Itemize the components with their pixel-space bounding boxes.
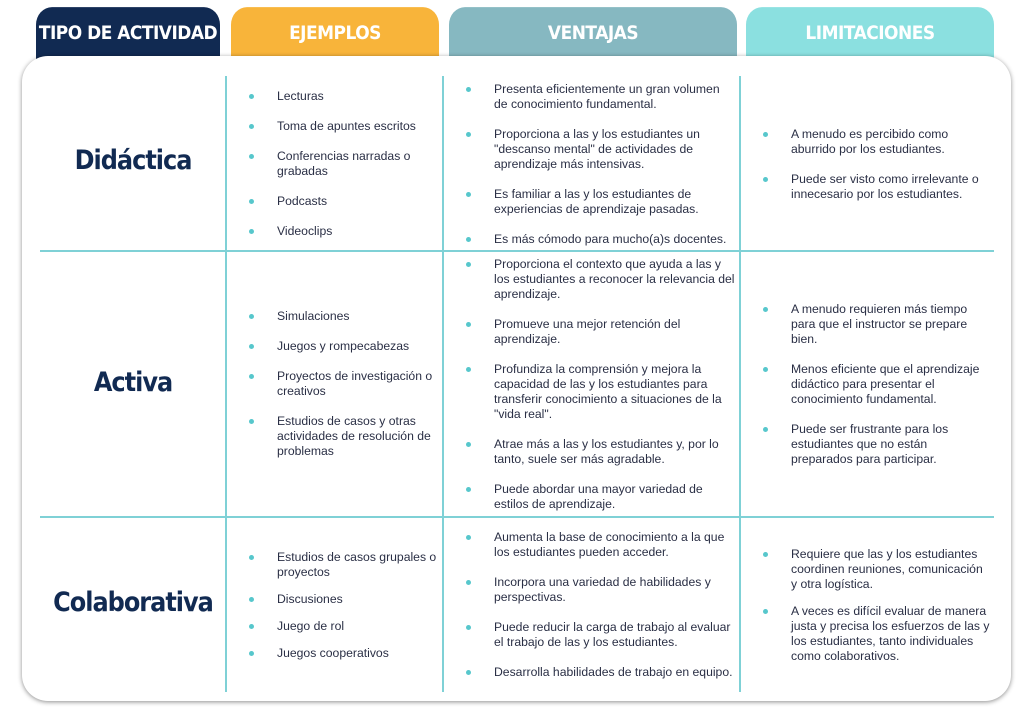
ventajas-list: [462, 257, 736, 512]
cell-colaborativa-ventajas: [462, 518, 736, 692]
row-label-activa: Activa: [93, 366, 173, 398]
list-item: Estudios de casos y otras actividades de resolución de problemas: [245, 414, 440, 459]
list-item: Menos eficiente que el aprendizaje didáctico para presentar el conocimiento fundamental.: [759, 362, 991, 407]
list-item: Estudios de casos grupales o proyectos: [245, 550, 440, 580]
list-item: Puede ser visto como irrelevante o innecesario por los estudiantes.: [759, 172, 991, 202]
list-item: Puede abordar una mayor variedad de estilos de aprendizaje.: [462, 482, 736, 512]
list-item: Profundiza la comprensión y mejora la capacidad de las y los estudiantes para transferir conocimiento a situaciones de la "vida real".: [462, 362, 736, 422]
row-label-colaborativa: Colaborativa: [53, 586, 213, 618]
header-tipo-label: TIPO DE ACTIVIDAD: [38, 22, 218, 45]
ejemplos-list: [245, 309, 440, 459]
list-item: A veces es difícil evaluar de manera justa y precisa los esfuerzos de las y los estudiantes, tanto individuales como colaborativos.: [759, 604, 991, 664]
list-item: Discusiones: [245, 592, 440, 607]
list-item: Desarrolla habilidades de trabajo en equipo.: [462, 665, 736, 680]
list-item: Podcasts: [245, 194, 440, 209]
list-item: Es más cómodo para mucho(a)s docentes.: [462, 232, 736, 247]
list-item: Presenta eficientemente un gran volumen de conocimiento fundamental.: [462, 82, 736, 112]
list-item: Simulaciones: [245, 309, 440, 324]
list-item: Puede ser frustrante para los estudiantes que no están preparados para participar.: [759, 422, 991, 467]
cell-didactica-ejemplos: [245, 78, 440, 250]
list-item: Aumenta la base de conocimiento a la que los estudiantes pueden acceder.: [462, 530, 736, 560]
ejemplos-list: [245, 89, 440, 239]
list-item: Conferencias narradas o grabadas: [245, 149, 440, 179]
header-ventajas-label: VENTAJAS: [547, 22, 639, 45]
cell-colaborativa-ejemplos: [245, 518, 440, 692]
header-ejemplos-label: EJEMPLOS: [289, 22, 381, 45]
list-item: Juegos y rompecabezas: [245, 339, 440, 354]
list-item: Atrae más a las y los estudiantes y, por lo tanto, suele ser más agradable.: [462, 437, 736, 467]
list-item: Videoclips: [245, 224, 440, 239]
list-item: Es familiar a las y los estudiantes de experiencias de aprendizaje pasadas.: [462, 187, 736, 217]
list-item: Toma de apuntes escritos: [245, 119, 440, 134]
list-item: Juego de rol: [245, 619, 440, 634]
ventajas-list: [462, 530, 736, 680]
ejemplos-list: [245, 550, 440, 661]
limitaciones-list: [759, 127, 991, 202]
cell-activa-ventajas: [462, 252, 736, 516]
list-item: A menudo es percibido como aburrido por los estudiantes.: [759, 127, 991, 157]
list-item: Juegos cooperativos: [245, 646, 440, 661]
list-item: A menudo requieren más tiempo para que el instructor se prepare bien.: [759, 302, 991, 347]
list-item: Proporciona a las y los estudiantes un "descanso mental" de actividades de aprendizaje más intensivas.: [462, 127, 736, 172]
list-item: Requiere que las y los estudiantes coordinen reuniones, comunicación y otra logística.: [759, 547, 991, 592]
cell-didactica-limitaciones: [759, 78, 991, 250]
list-item: Proyectos de investigación o creativos: [245, 369, 440, 399]
ventajas-list: [462, 82, 736, 247]
divider-vertical-3: [739, 76, 741, 692]
limitaciones-list: [759, 302, 991, 467]
row-label-didactica: Didáctica: [74, 144, 192, 176]
list-item: Incorpora una variedad de habilidades y perspectivas.: [462, 575, 736, 605]
cell-colaborativa-limitaciones: [759, 518, 991, 692]
list-item: Puede reducir la carga de trabajo al evaluar el trabajo de las y los estudiantes.: [462, 620, 736, 650]
limitaciones-list: [759, 547, 991, 664]
cell-activa-ejemplos: [245, 252, 440, 516]
cell-activa-limitaciones: [759, 252, 991, 516]
list-item: Proporciona el contexto que ayuda a las y los estudiantes a reconocer la relevancia del aprendizaje.: [462, 257, 736, 302]
list-item: Lecturas: [245, 89, 440, 104]
cell-didactica-ventajas: [462, 78, 736, 250]
header-limitaciones-label: LIMITACIONES: [805, 22, 935, 45]
list-item: Promueve una mejor retención del aprendizaje.: [462, 317, 736, 347]
divider-vertical-2: [442, 76, 444, 692]
